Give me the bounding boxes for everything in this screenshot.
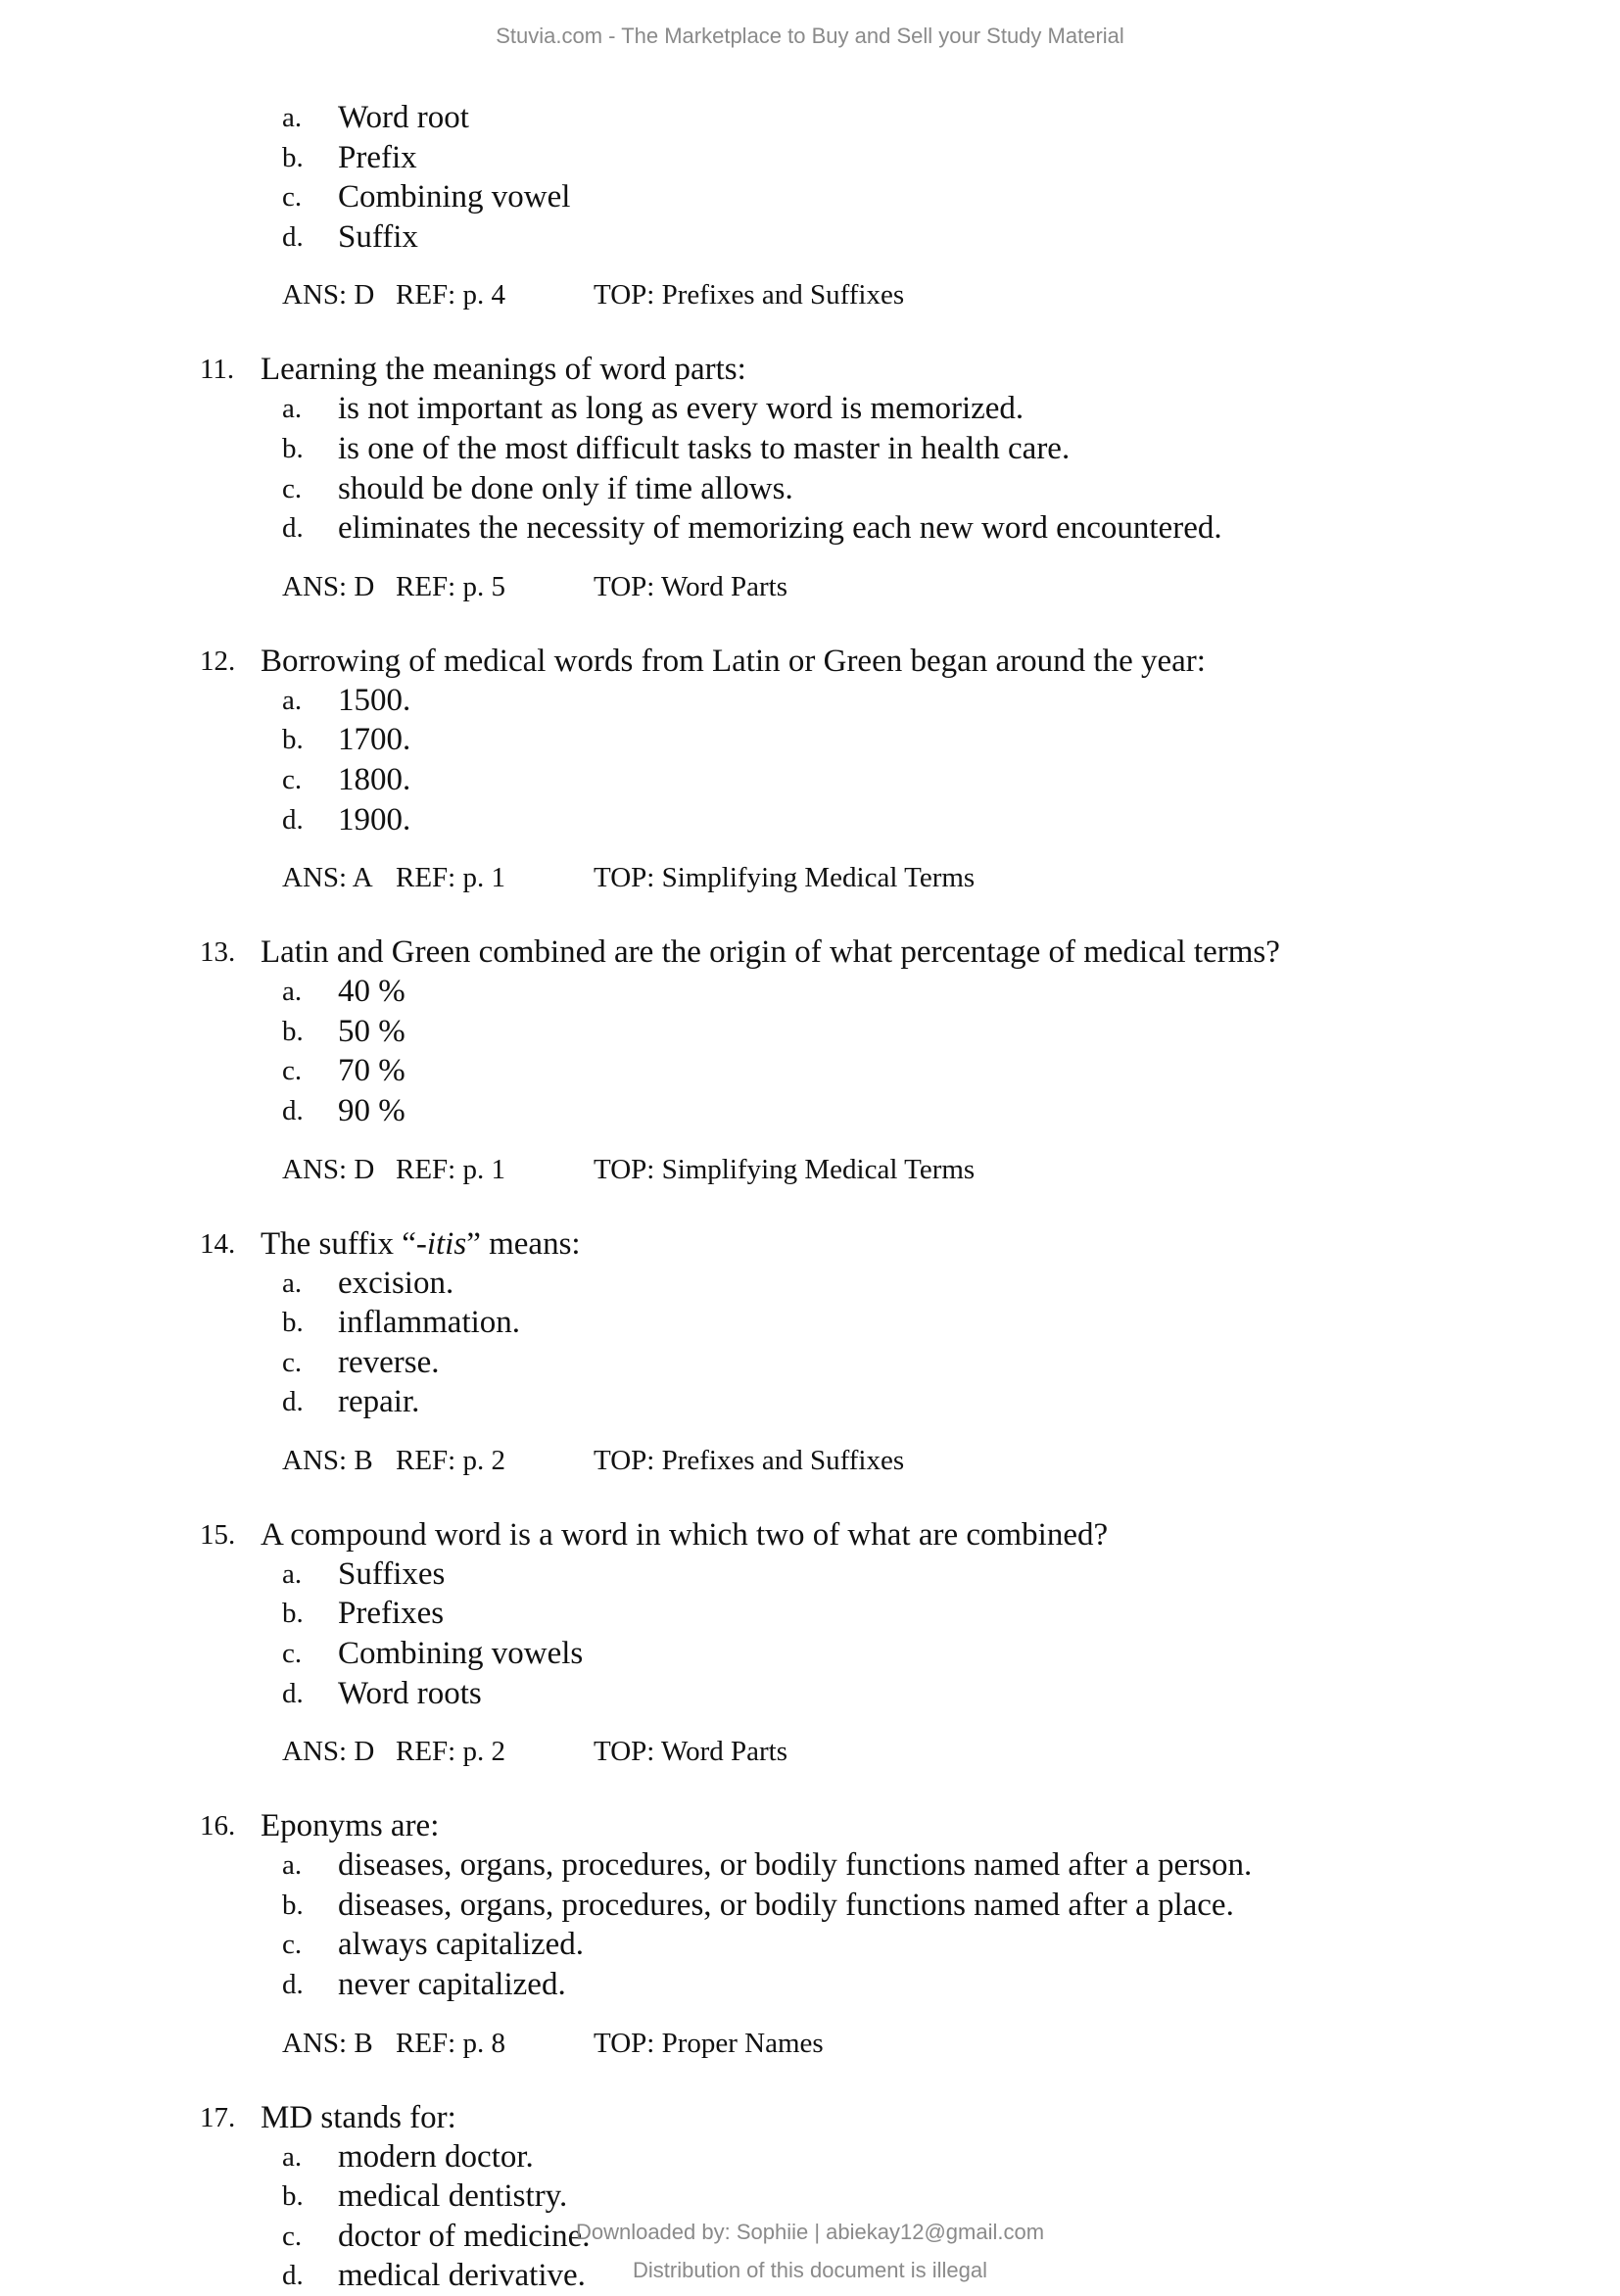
question-11 — [0, 350, 1620, 605]
exam-content — [0, 98, 1620, 2296]
option-letter: c. — [282, 1638, 303, 1670]
option-letter: a. — [282, 1849, 303, 1882]
option-letter: d. — [282, 2260, 304, 2292]
option-text: always capitalized. — [338, 1927, 585, 1963]
answer-key: ANS: A — [282, 862, 373, 894]
question-text: Learning the meanings of word parts: — [261, 352, 746, 388]
option-text: is not important as long as every word is memorized. — [338, 391, 1024, 427]
option-letter: b. — [282, 724, 304, 756]
answer-key: ANS: B — [282, 1444, 373, 1476]
answer-line — [0, 1150, 1620, 1189]
option-d — [0, 508, 1620, 549]
option-a — [0, 2137, 1620, 2177]
answer-key: ANS: D — [282, 1736, 375, 1768]
option-text: Suffixes — [338, 1555, 446, 1592]
answer-reference: REF: p. 2 — [396, 1444, 505, 1476]
option-c — [0, 1925, 1620, 1965]
option-text: reverse. — [338, 1344, 440, 1380]
option-text: eliminates the necessity of memorizing each new word encountered. — [338, 510, 1222, 547]
option-letter: d. — [282, 1386, 304, 1418]
answer-line — [0, 567, 1620, 606]
option-letter: a. — [282, 684, 303, 716]
option-c — [0, 760, 1620, 800]
option-text: modern doctor. — [338, 2138, 534, 2175]
option-d — [0, 1965, 1620, 2005]
answer-topic: TOP: Word Parts — [594, 1736, 788, 1768]
question-stem — [0, 1224, 1620, 1264]
option-b — [0, 720, 1620, 760]
option-d — [0, 1382, 1620, 1422]
answer-line — [0, 2024, 1620, 2063]
answer-line — [0, 1732, 1620, 1771]
option-c — [0, 1051, 1620, 1091]
option-d — [0, 800, 1620, 840]
option-text: Word roots — [338, 1675, 482, 1711]
option-a — [0, 1845, 1620, 1886]
answer-reference: REF: p. 2 — [396, 1736, 505, 1768]
question-stem — [0, 933, 1620, 972]
answer-topic: TOP: Prefixes and Suffixes — [594, 279, 905, 311]
question-text: A compound word is a word in which two of what are combined? — [261, 1516, 1109, 1553]
option-letter: a. — [282, 2140, 303, 2173]
question-text: Borrowing of medical words from Latin or Green began around the year: — [261, 643, 1206, 679]
option-text: Suffix — [338, 218, 418, 255]
option-letter: c. — [282, 1346, 303, 1378]
answer-topic: TOP: Word Parts — [594, 570, 788, 602]
option-b — [0, 2176, 1620, 2217]
answer-reference: REF: p. 8 — [396, 2027, 505, 2059]
answer-reference: REF: p. 1 — [396, 1153, 505, 1185]
question-number: 12. — [200, 645, 236, 677]
option-letter: a. — [282, 102, 303, 133]
answer-line — [0, 275, 1620, 314]
option-d — [0, 1674, 1620, 1714]
option-text: medical derivative. — [338, 2258, 586, 2294]
option-text: Combining vowels — [338, 1636, 584, 1672]
option-letter: a. — [282, 393, 303, 425]
answer-topic: TOP: Prefixes and Suffixes — [594, 1444, 905, 1476]
answer-line — [0, 1441, 1620, 1480]
option-b — [0, 1594, 1620, 1634]
option-letter: d. — [282, 803, 304, 836]
option-letter: d. — [282, 1094, 304, 1126]
option-text: 50 % — [338, 1013, 405, 1049]
question-number: 11. — [200, 354, 235, 386]
option-text: 90 % — [338, 1092, 405, 1128]
option-letter: d. — [282, 1969, 304, 2001]
question-10-continued — [0, 98, 1620, 314]
question-stem — [0, 1515, 1620, 1555]
question-stem — [0, 642, 1620, 681]
question-15 — [0, 1515, 1620, 1771]
option-a — [0, 98, 1620, 138]
answer-line — [0, 858, 1620, 897]
answer-topic: TOP: Simplifying Medical Terms — [594, 1153, 976, 1185]
download-notice: Downloaded by: Sophiie | abiekay12@gmail.com — [575, 2220, 1045, 2244]
option-letter: c. — [282, 763, 303, 795]
option-letter: b. — [282, 2180, 304, 2213]
option-c — [0, 1634, 1620, 1674]
option-text: inflammation. — [338, 1305, 521, 1341]
option-text: is one of the most difficult tasks to master in health care. — [338, 430, 1071, 466]
option-c — [0, 177, 1620, 217]
option-a — [0, 1264, 1620, 1304]
question-number: 17. — [200, 2101, 236, 2133]
option-text: 70 % — [338, 1053, 405, 1089]
option-text: never capitalized. — [338, 1967, 566, 2003]
option-letter: d. — [282, 512, 304, 545]
answer-reference: REF: p. 5 — [396, 570, 505, 602]
option-letter: c. — [282, 181, 303, 214]
option-d — [0, 217, 1620, 258]
option-letter: a. — [282, 1557, 303, 1590]
question-number: 13. — [200, 936, 236, 969]
option-letter: b. — [282, 1889, 304, 1921]
question-text-end: ” means: — [466, 1225, 581, 1262]
option-text: Word root — [338, 100, 469, 135]
answer-reference: REF: p. 4 — [396, 279, 505, 311]
option-c — [0, 469, 1620, 509]
question-stem — [0, 2098, 1620, 2137]
question-text: Latin and Green combined are the origin of what percentage of medical terms? — [261, 934, 1280, 971]
option-b — [0, 138, 1620, 178]
option-letter: a. — [282, 1267, 303, 1299]
option-letter: b. — [282, 141, 304, 173]
option-letter: d. — [282, 220, 304, 253]
question-number: 16. — [200, 1810, 236, 1842]
option-text: excision. — [338, 1265, 454, 1301]
option-text: 40 % — [338, 974, 405, 1010]
site-header: Stuvia.com - The Marketplace to Buy and Sell your Study Material — [496, 24, 1124, 48]
answer-reference: REF: p. 1 — [396, 862, 505, 894]
option-letter: d. — [282, 1677, 304, 1709]
option-c — [0, 1343, 1620, 1383]
option-b — [0, 429, 1620, 469]
option-text: 1800. — [338, 761, 411, 797]
option-text: diseases, organs, procedures, or bodily functions named after a person. — [338, 1847, 1253, 1884]
option-letter: b. — [282, 1015, 304, 1047]
question-text-start: The suffix “ — [261, 1225, 416, 1262]
option-text: should be done only if time allows. — [338, 470, 793, 506]
option-text: Prefix — [338, 139, 417, 175]
answer-key: ANS: D — [282, 279, 375, 311]
answer-key: ANS: D — [282, 570, 375, 602]
option-a — [0, 389, 1620, 429]
question-16 — [0, 1806, 1620, 2062]
option-d — [0, 1091, 1620, 1131]
question-text — [261, 1224, 581, 1264]
option-letter: c. — [282, 472, 303, 504]
question-13 — [0, 933, 1620, 1188]
option-text: diseases, organs, procedures, or bodily functions named after a place. — [338, 1887, 1234, 1923]
question-text: MD stands for: — [261, 2099, 456, 2135]
option-text: Combining vowel — [338, 179, 571, 215]
question-stem — [0, 350, 1620, 389]
option-b — [0, 1303, 1620, 1343]
question-stem — [0, 1806, 1620, 1845]
answer-topic: TOP: Proper Names — [594, 2027, 824, 2059]
answer-topic: TOP: Simplifying Medical Terms — [594, 862, 976, 894]
option-letter: c. — [282, 2220, 303, 2252]
option-text: doctor of medicine. — [338, 2218, 591, 2254]
suffix-term: -itis — [415, 1225, 467, 1262]
question-number: 15. — [200, 1518, 236, 1551]
option-text: medical dentistry. — [338, 2178, 568, 2215]
option-text: 1900. — [338, 801, 411, 837]
option-letter: a. — [282, 976, 303, 1008]
option-letter: c. — [282, 1055, 303, 1087]
option-text: 1500. — [338, 682, 411, 718]
option-b — [0, 1886, 1620, 1926]
distribution-notice: Distribution of this document is illegal — [633, 2258, 987, 2282]
option-letter: b. — [282, 1307, 304, 1339]
question-text: Eponyms are: — [261, 1808, 440, 1844]
option-text: 1700. — [338, 722, 411, 758]
option-a — [0, 972, 1620, 1012]
option-text: repair. — [338, 1384, 420, 1420]
answer-key: ANS: D — [282, 1153, 375, 1185]
option-text: Prefixes — [338, 1596, 445, 1632]
option-b — [0, 1012, 1620, 1052]
option-a — [0, 681, 1620, 721]
option-letter: c. — [282, 1929, 303, 1961]
question-12 — [0, 642, 1620, 897]
question-number: 14. — [200, 1227, 236, 1260]
option-letter: b. — [282, 432, 304, 464]
answer-key: ANS: B — [282, 2027, 373, 2059]
option-a — [0, 1555, 1620, 1595]
question-14 — [0, 1224, 1620, 1480]
option-letter: b. — [282, 1598, 304, 1630]
